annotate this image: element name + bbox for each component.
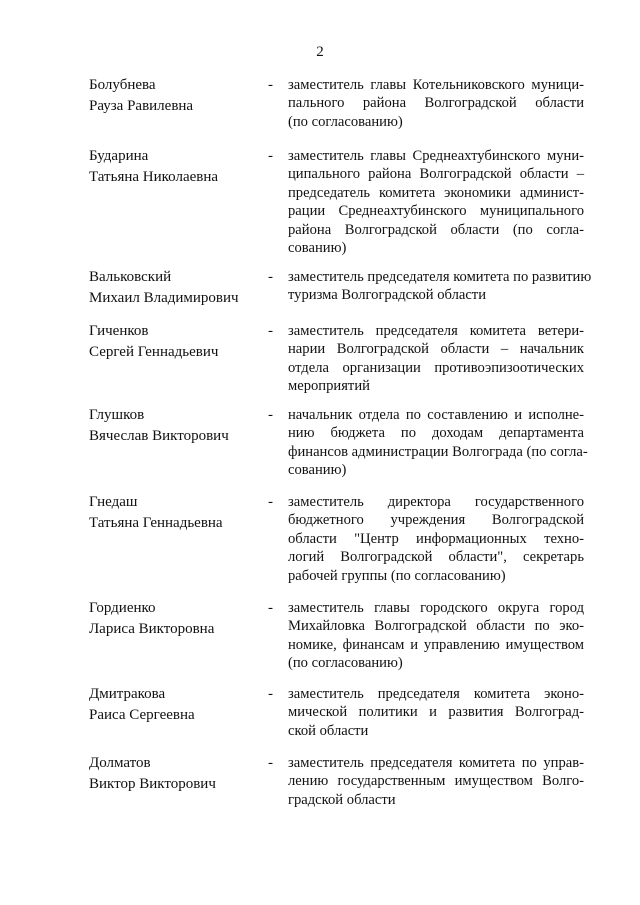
- member-given-name: Лариса Викторовна: [89, 621, 215, 637]
- role-line: заместитель главы Котельниковского муници-: [288, 77, 584, 93]
- separator-dash: -: [268, 686, 273, 702]
- member-surname: Дмитракова: [89, 686, 166, 702]
- role-line: номике, финансам и управлению имуществом: [288, 636, 584, 653]
- role-line: (по согласованию): [288, 113, 403, 130]
- member-given-name: Сергей Геннадьевич: [89, 344, 219, 360]
- separator-dash: -: [268, 755, 273, 771]
- member-name: [89, 75, 259, 117]
- role-line: ципального района Волгоградской области –: [288, 166, 584, 183]
- member-role: [288, 406, 588, 480]
- role-line: района Волгоградской области (по согла-: [288, 221, 584, 238]
- role-line: логий Волгоградской области", секретарь: [288, 549, 584, 566]
- separator-dash: -: [268, 407, 273, 423]
- role-line: заместитель главы Среднеахтубинского муни-: [288, 148, 584, 164]
- role-line: заместитель председателя комитета по развитию: [288, 269, 592, 285]
- member-name: [89, 598, 259, 640]
- role-line: отдела организации противоэпизоотических: [288, 359, 584, 376]
- member-role: [288, 322, 584, 396]
- member-surname: Глушков: [89, 407, 145, 423]
- member-given-name: Михаил Владимирович: [89, 290, 239, 306]
- role-line: заместитель председателя комитета ветери-: [288, 323, 584, 339]
- role-line: финансов администрации Волгограда (по согла-: [288, 443, 588, 460]
- separator-dash: -: [268, 600, 273, 616]
- role-line: сованию): [288, 462, 347, 479]
- member-given-name: Виктор Викторович: [89, 776, 216, 792]
- member-role: [288, 147, 584, 257]
- role-line: начальник отдела по составлению и исполне-: [288, 407, 584, 423]
- member-role: [288, 76, 584, 131]
- member-surname: Гордиенко: [89, 600, 156, 616]
- member-name: [89, 321, 259, 363]
- separator-dash: -: [268, 269, 273, 285]
- member-name: [89, 405, 259, 447]
- member-given-name: Вячеслав Викторович: [89, 428, 229, 444]
- role-line: бюджетного учреждения Волгоградской: [288, 512, 584, 529]
- member-given-name: Татьяна Николаевна: [89, 169, 219, 185]
- member-role: [288, 754, 584, 809]
- role-line: заместитель главы городского округа город: [288, 600, 584, 616]
- member-surname: Бударина: [89, 148, 149, 164]
- member-surname: Гиченков: [89, 323, 149, 339]
- role-line: (по согласованию): [288, 655, 403, 672]
- member-role: [288, 685, 584, 740]
- role-line: рации Среднеахтубинского муниципального: [288, 203, 584, 220]
- member-name: [89, 684, 259, 726]
- member-surname: Долматов: [89, 755, 151, 771]
- member-given-name: Рауза Равилевна: [89, 98, 194, 114]
- page-number: 2: [316, 44, 324, 60]
- role-line: ской области: [288, 722, 369, 739]
- role-line: заместитель председателя комитета эконо-: [288, 686, 584, 702]
- role-line: нарии Волгоградской области – начальник: [288, 341, 584, 358]
- member-role: [288, 599, 584, 673]
- separator-dash: -: [268, 323, 273, 339]
- role-line: области "Центр информационных техно-: [288, 530, 584, 547]
- member-name: [89, 753, 259, 795]
- member-surname: Вальковский: [89, 269, 172, 285]
- role-line: мической политики и развития Волгоград-: [288, 704, 584, 721]
- role-line: нию бюджета по доходам департамента: [288, 425, 584, 442]
- role-line: Михайловка Волгоградской области по эко-: [288, 618, 584, 635]
- role-line: мероприятий: [288, 378, 370, 395]
- role-line: председатель комитета экономики админист-: [288, 184, 584, 201]
- role-line: туризма Волгоградской области: [288, 287, 486, 304]
- role-line: градской области: [288, 791, 396, 808]
- role-line: лению государственным имуществом Волго-: [288, 773, 584, 790]
- member-name: [89, 492, 259, 534]
- member-role: [288, 268, 592, 305]
- member-given-name: Раиса Сергеевна: [89, 707, 195, 723]
- member-name: [89, 267, 259, 309]
- role-line: сованию): [288, 240, 347, 257]
- member-role: [288, 493, 584, 585]
- member-name: [89, 146, 259, 188]
- member-given-name: Татьяна Геннадьевна: [89, 515, 223, 531]
- member-surname: Болубнева: [89, 77, 156, 93]
- separator-dash: -: [268, 77, 273, 93]
- role-line: рабочей группы (по согласованию): [288, 567, 506, 584]
- role-line: заместитель директора государственного: [288, 494, 584, 510]
- member-surname: Гнедаш: [89, 494, 138, 510]
- separator-dash: -: [268, 494, 273, 510]
- separator-dash: -: [268, 148, 273, 164]
- role-line: пального района Волгоградской области: [288, 95, 584, 112]
- role-line: заместитель председателя комитета по управ-: [288, 755, 584, 771]
